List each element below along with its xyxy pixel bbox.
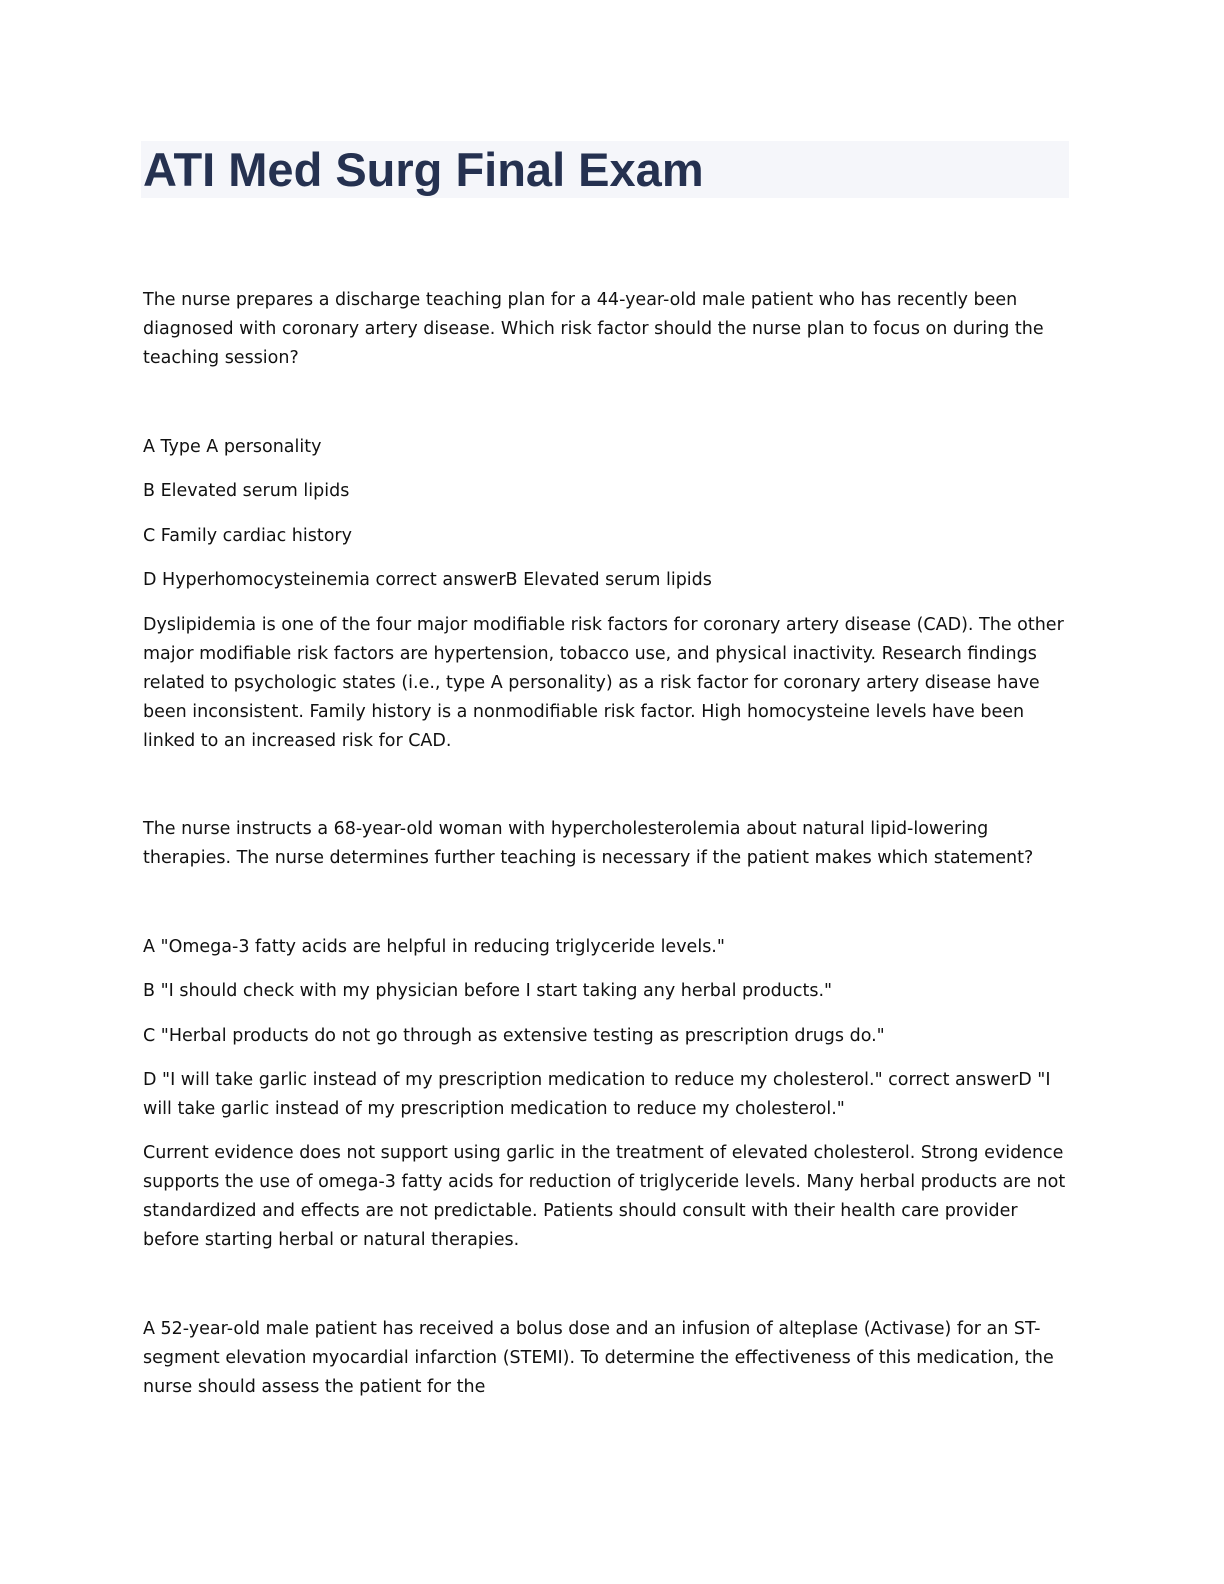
question-2-option-b: B "I should check with my physician before I start taking any herbal products." (143, 981, 833, 1001)
question-2-rationale: Current evidence does not support using garlic in the treatment of elevated cholesterol. Strong evidence supports the use of omega-3 fatty acids for reduction of triglyceride levels. Many herbal products are not standardized and effects are not predictable. Patients should consult with their health care provider before starting herbal or natural therapies. (143, 1143, 1066, 1250)
question-1-option-a: A Type A personality (143, 437, 322, 457)
question-2-stem: The nurse instructs a 68-year-old woman with hypercholesterolemia about natural lipid-lowering therapies. The nurse determines further teaching is necessary if the patient makes which statement? (143, 819, 1034, 868)
question-1-stem: The nurse prepares a discharge teaching plan for a 44-year-old male patient who has recently been diagnosed with coronary artery disease. Which risk factor should the nurse plan to focus on during the teaching session? (143, 290, 1044, 368)
question-2-option-a: A "Omega-3 fatty acids are helpful in reducing triglyceride levels." (143, 937, 725, 957)
question-1-option-b: B Elevated serum lipids (143, 481, 350, 501)
question-3-stem: A 52-year-old male patient has received a bolus dose and an infusion of alteplase (Activase) for an ST-segment elevation myocardial infarction (STEMI). To determine the effectiveness of this medication, the nurse should assess the patient for the (143, 1319, 1054, 1397)
question-2-option-d: D "I will take garlic instead of my prescription medication to reduce my cholesterol." correct answerD "I will take garlic instead of my prescription medication to reduce my cholesterol." (143, 1070, 1051, 1119)
question-1-rationale: Dyslipidemia is one of the four major modifiable risk factors for coronary artery disease (CAD). The other major modifiable risk factors are hypertension, tobacco use, and physical inactivity. Research findings related to psychologic states (i.e., type A personality) as a risk factor for coronary artery disease have been inconsistent. Family history is a nonmodifiable risk factor. High homocysteine levels have been linked to an increased risk for CAD. (143, 615, 1064, 751)
question-2-option-c: C "Herbal products do not go through as extensive testing as prescription drugs do." (143, 1026, 885, 1046)
question-1-option-c: C Family cardiac history (143, 526, 352, 546)
document-title: ATI Med Surg Final Exam (143, 143, 704, 196)
question-1-option-d: D Hyperhomocysteinemia correct answerB Elevated serum lipids (143, 570, 712, 590)
